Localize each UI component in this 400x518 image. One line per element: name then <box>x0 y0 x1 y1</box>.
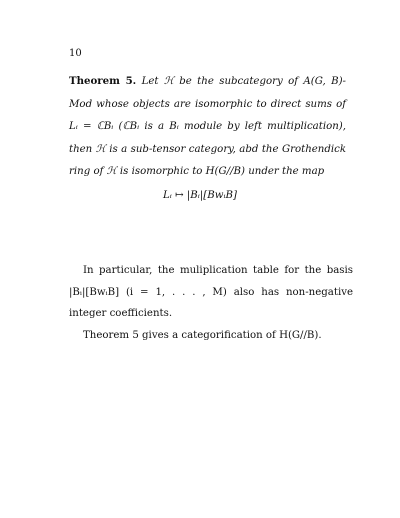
theorem-statement: Let ℋ be the subcategory of A(G, B)-Mod whose objects are isomorphic to direct sums of Lᵢ = ℂBᵢ (ℂBᵢ is a Bᵢ module by left multiplication), then ℋ is a sub-tensor category, abd the Grothendick ring of ℋ is isomorphic to H(G//B) under the map <box>69 76 346 177</box>
paragraph-categorification: Theorem 5 gives a categorification of H(G//B). <box>83 330 322 341</box>
paragraph-multiplication-table: In particular, the muliplication table for the basis |Bᵢ|[BwᵢB] (i = 1, . . . , M) also has non-negative integer coefficients. <box>69 265 353 319</box>
display-equation: Lᵢ ↦ |Bᵢ|[BwᵢB] <box>163 190 237 201</box>
theorem-block <box>69 70 346 184</box>
page-number: 10 <box>69 48 82 59</box>
theorem-label: Theorem 5. <box>69 75 137 87</box>
